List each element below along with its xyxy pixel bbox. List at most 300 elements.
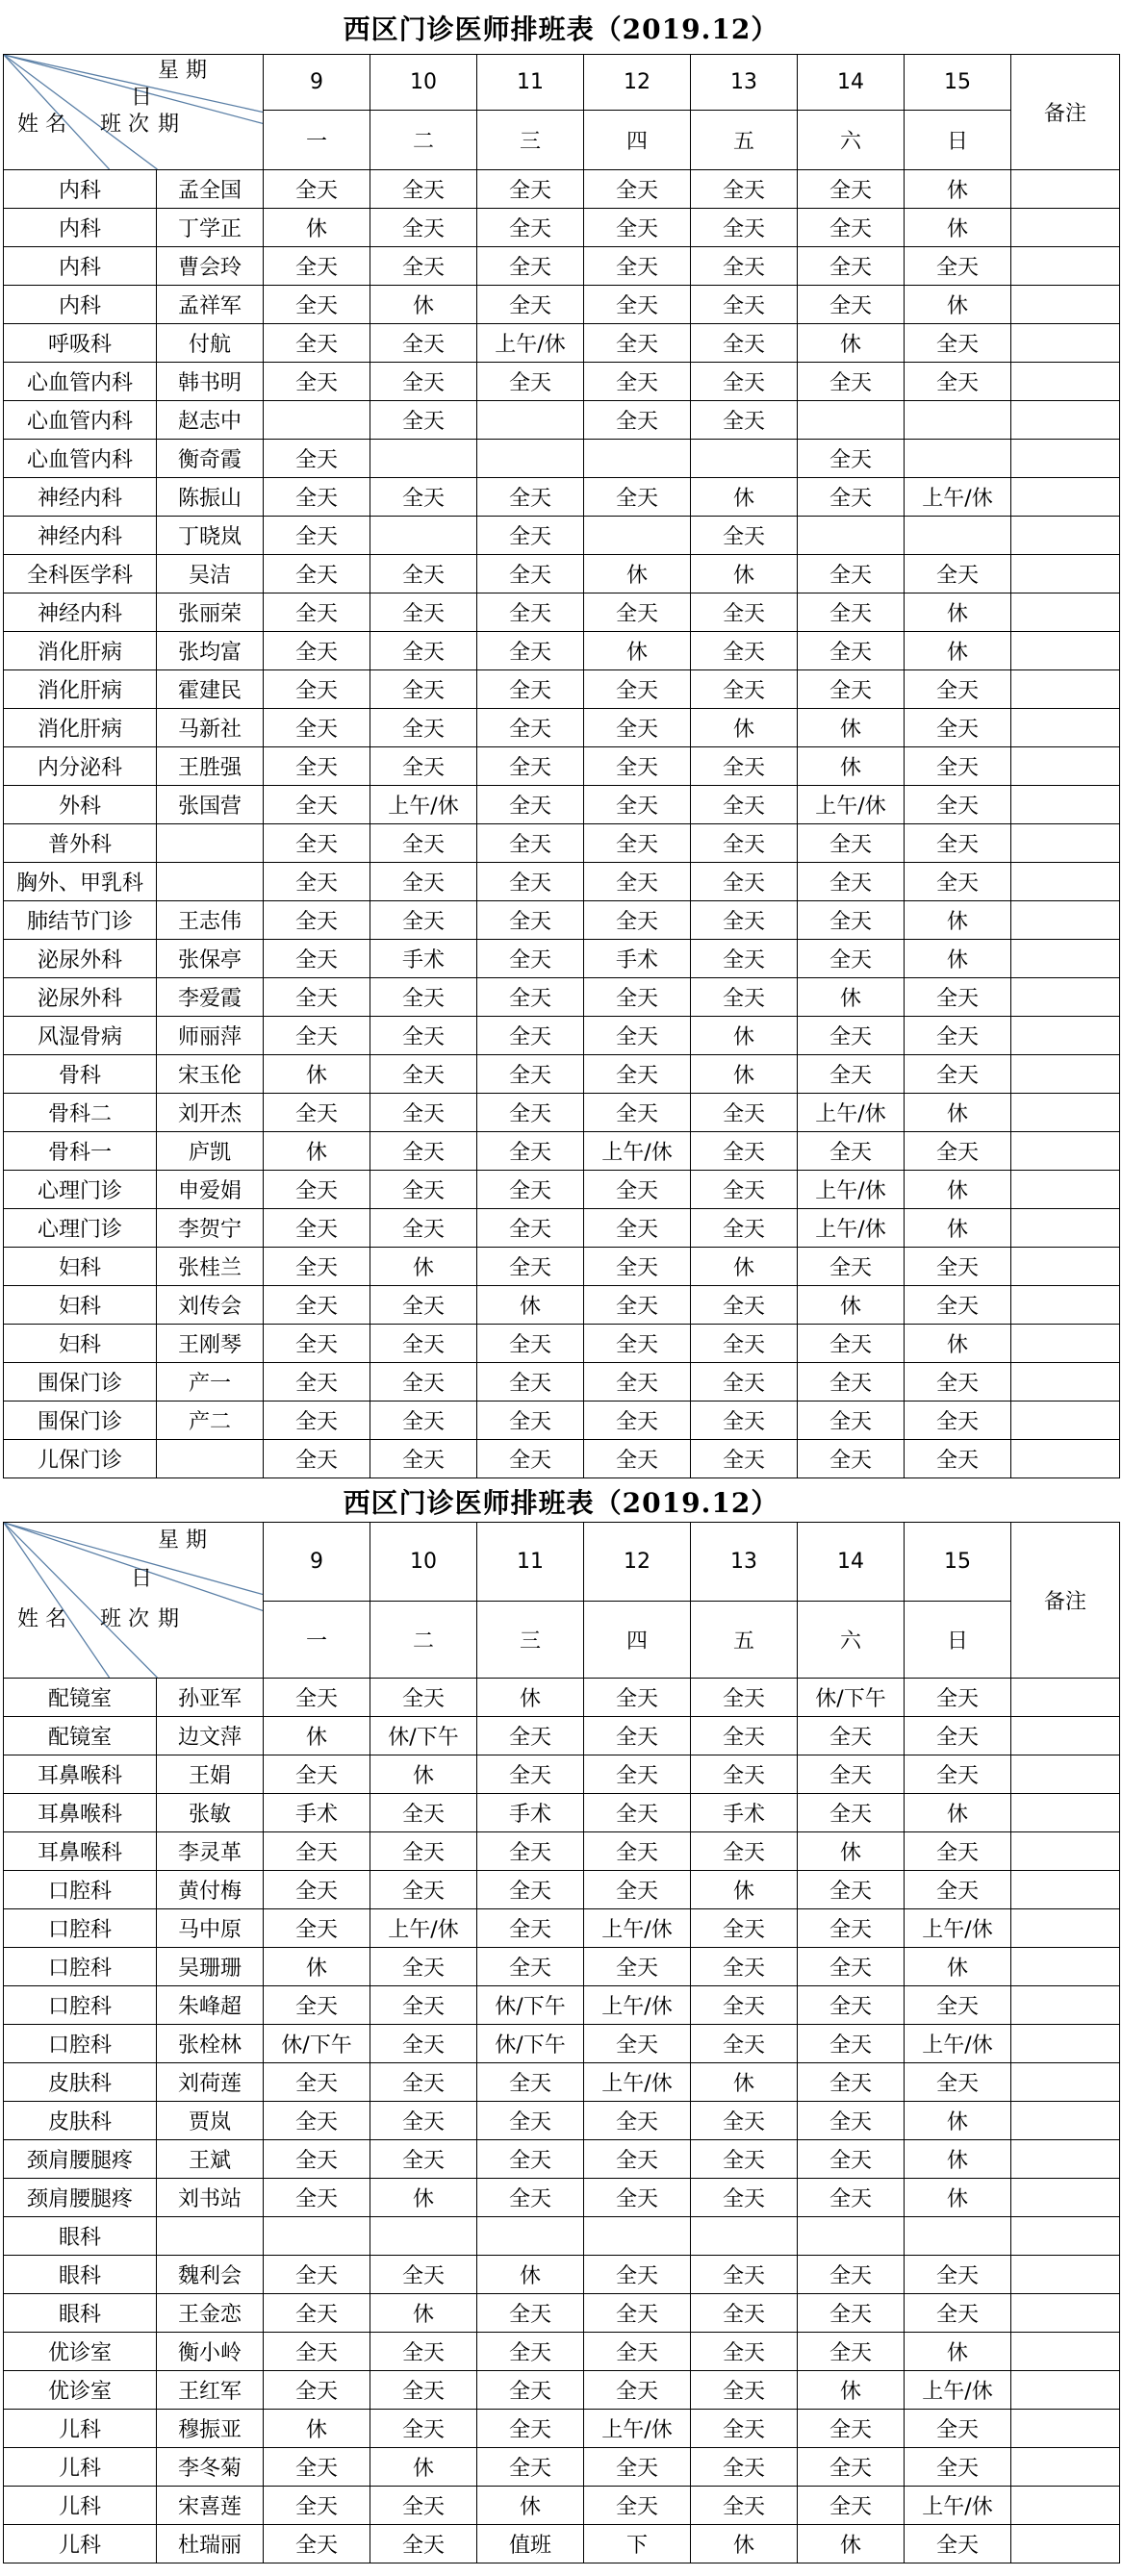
schedule-row: [4, 2256, 1120, 2294]
schedule-row: [4, 170, 1120, 209]
doctor-cell: 贾岚: [157, 2102, 264, 2140]
doctor-cell: 王刚琴: [157, 1325, 264, 1363]
shift-cell: 全天: [370, 247, 477, 286]
shift-cell: [691, 2217, 798, 2256]
shift-cell: 全天: [798, 2025, 905, 2063]
shift-cell: 全天: [691, 363, 798, 401]
shift-cell: 全天: [905, 2410, 1011, 2448]
shift-cell: 全天: [905, 1871, 1011, 1909]
weekday-cell: 六: [798, 1602, 905, 1679]
note-cell: [1011, 1755, 1120, 1794]
doctor-cell: 师丽萍: [157, 1017, 264, 1055]
doctor-cell: 王娟: [157, 1755, 264, 1794]
department-cell: 心血管内科: [4, 401, 157, 440]
shift-cell: [691, 440, 798, 478]
department-cell: 围保门诊: [4, 1363, 157, 1402]
shift-cell: 全天: [584, 670, 691, 709]
doctor-cell: 产二: [157, 1402, 264, 1440]
department-cell: 优诊室: [4, 2371, 157, 2410]
schedule-row: [4, 478, 1120, 517]
shift-cell: 全天: [264, 440, 370, 478]
shift-cell: 全天: [264, 2371, 370, 2410]
shift-cell: 全天: [370, 555, 477, 593]
corner-name-label: 姓 名: [17, 113, 66, 137]
department-cell: 妇科: [4, 1248, 157, 1286]
shift-cell: [798, 517, 905, 555]
shift-cell: 全天: [584, 1717, 691, 1755]
shift-cell: 全天: [584, 863, 691, 901]
weekday-cell: 日: [905, 111, 1011, 170]
note-cell: [1011, 170, 1120, 209]
shift-cell: 休: [691, 478, 798, 517]
weekday-cell: 五: [691, 111, 798, 170]
shift-cell: 休: [370, 2294, 477, 2333]
department-cell: 神经内科: [4, 478, 157, 517]
shift-cell: [584, 440, 691, 478]
shift-cell: 休: [905, 1094, 1011, 1132]
doctor-cell: 边文萍: [157, 1717, 264, 1755]
shift-cell: 全天: [370, 2025, 477, 2063]
sheet-title: 西区门诊医师排班表（2019.12）: [343, 1487, 779, 1519]
weekday-cell: 二: [370, 1602, 477, 1679]
department-cell: 呼吸科: [4, 324, 157, 363]
shift-cell: 手术: [691, 1794, 798, 1832]
shift-cell: 全天: [370, 170, 477, 209]
shift-cell: 全天: [798, 1986, 905, 2025]
doctor-cell: 张保亭: [157, 940, 264, 978]
schedule-row: [4, 2448, 1120, 2487]
schedule-row: [4, 440, 1120, 478]
schedule-row: [4, 1440, 1120, 1478]
shift-cell: 上午/休: [798, 786, 905, 824]
note-cell: [1011, 1325, 1120, 1363]
department-cell: 泌尿外科: [4, 978, 157, 1017]
shift-cell: 休: [264, 1717, 370, 1755]
shift-cell: 休: [370, 1248, 477, 1286]
note-cell: [1011, 1171, 1120, 1209]
shift-cell: 全天: [691, 1132, 798, 1171]
shift-cell: [264, 401, 370, 440]
shift-cell: 全天: [584, 1871, 691, 1909]
department-cell: 胸外、甲乳科: [4, 863, 157, 901]
doctor-cell: 产一: [157, 1363, 264, 1402]
shift-cell: 全天: [264, 247, 370, 286]
department-cell: 神经内科: [4, 593, 157, 632]
shift-cell: 全天: [370, 2140, 477, 2179]
shift-cell: 全天: [370, 1440, 477, 1478]
doctor-cell: 魏利会: [157, 2256, 264, 2294]
weekday-cell: 四: [584, 111, 691, 170]
shift-cell: 全天: [264, 2063, 370, 2102]
doctor-cell: 孙亚军: [157, 1679, 264, 1717]
shift-cell: 全天: [370, 1363, 477, 1402]
department-cell: 普外科: [4, 824, 157, 863]
shift-cell: 休: [584, 632, 691, 670]
shift-cell: 全天: [584, 286, 691, 324]
shift-cell: 全天: [691, 593, 798, 632]
shift-cell: 休: [798, 709, 905, 747]
shift-cell: 全天: [905, 786, 1011, 824]
shift-cell: 全天: [691, 247, 798, 286]
note-cell: [1011, 1948, 1120, 1986]
schedule-row: [4, 363, 1120, 401]
shift-cell: 全天: [477, 824, 584, 863]
shift-cell: 休: [691, 555, 798, 593]
shift-cell: 全天: [584, 2179, 691, 2217]
shift-cell: 全天: [477, 1055, 584, 1094]
date-cell: 11: [477, 55, 584, 111]
department-cell: 耳鼻喉科: [4, 1794, 157, 1832]
note-cell: [1011, 2487, 1120, 2525]
shift-cell: 全天: [264, 2448, 370, 2487]
shift-cell: 休: [370, 286, 477, 324]
weekday-cell: 五: [691, 1602, 798, 1679]
shift-cell: 全天: [691, 2448, 798, 2487]
shift-cell: 全天: [264, 1755, 370, 1794]
shift-cell: 全天: [370, 1986, 477, 2025]
department-cell: 眼科: [4, 2217, 157, 2256]
note-cell: [1011, 440, 1120, 478]
shift-cell: 全天: [584, 824, 691, 863]
doctor-cell: 张均富: [157, 632, 264, 670]
note-cell: [1011, 1094, 1120, 1132]
shift-cell: 全天: [691, 1440, 798, 1478]
shift-cell: 全天: [264, 2256, 370, 2294]
shift-cell: [798, 401, 905, 440]
shift-cell: 全天: [264, 170, 370, 209]
shift-cell: [905, 517, 1011, 555]
shift-cell: 全天: [477, 786, 584, 824]
shift-cell: 全天: [691, 1094, 798, 1132]
shift-cell: 全天: [477, 2410, 584, 2448]
shift-cell: 全天: [905, 1717, 1011, 1755]
shift-cell: 休: [264, 209, 370, 247]
shift-cell: 全天: [370, 363, 477, 401]
shift-cell: 全天: [264, 1248, 370, 1286]
note-cell: [1011, 786, 1120, 824]
shift-cell: [477, 2217, 584, 2256]
doctor-cell: 衡奇霞: [157, 440, 264, 478]
shift-cell: 全天: [370, 1055, 477, 1094]
note-cell: [1011, 1794, 1120, 1832]
note-cell: [1011, 1871, 1120, 1909]
shift-cell: 全天: [477, 363, 584, 401]
note-cell: [1011, 2102, 1120, 2140]
shift-cell: 休/下午: [264, 2025, 370, 2063]
shift-cell: 休: [905, 209, 1011, 247]
shift-cell: 全天: [264, 1363, 370, 1402]
note-cell: [1011, 324, 1120, 363]
shift-cell: [905, 401, 1011, 440]
shift-cell: 全天: [584, 2140, 691, 2179]
shift-cell: 全天: [370, 632, 477, 670]
shift-cell: 全天: [584, 1171, 691, 1209]
note-cell: [1011, 1679, 1120, 1717]
shift-cell: 全天: [691, 2487, 798, 2525]
schedule-row: [4, 2179, 1120, 2217]
date-cell: 14: [798, 1523, 905, 1602]
shift-cell: 全天: [264, 978, 370, 1017]
note-cell: [1011, 632, 1120, 670]
note-cell: [1011, 978, 1120, 1017]
shift-cell: 全天: [584, 786, 691, 824]
doctor-cell: [157, 863, 264, 901]
schedule-row: [4, 670, 1120, 709]
note-cell: [1011, 824, 1120, 863]
doctor-cell: 朱峰超: [157, 1986, 264, 2025]
schedule-row: [4, 1017, 1120, 1055]
doctor-cell: 王红军: [157, 2371, 264, 2410]
shift-cell: 全天: [370, 1286, 477, 1325]
date-cell: 10: [370, 55, 477, 111]
note-cell: [1011, 401, 1120, 440]
department-cell: 眼科: [4, 2256, 157, 2294]
schedule-row: [4, 2525, 1120, 2563]
sheet-title: 西区门诊医师排班表（2019.12）: [343, 13, 779, 45]
shift-cell: 全天: [370, 1871, 477, 1909]
shift-cell: 全天: [264, 670, 370, 709]
note-header: 备注: [1011, 55, 1120, 170]
doctor-cell: 张敏: [157, 1794, 264, 1832]
shift-cell: 全天: [477, 170, 584, 209]
shift-cell: 全天: [691, 170, 798, 209]
shift-cell: [477, 440, 584, 478]
date-cell: 12: [584, 55, 691, 111]
shift-cell: 下: [584, 2525, 691, 2563]
shift-cell: 全天: [584, 709, 691, 747]
department-cell: 全科医学科: [4, 555, 157, 593]
department-cell: 消化肝病: [4, 670, 157, 709]
shift-cell: 手术: [370, 940, 477, 978]
shift-cell: 全天: [264, 1209, 370, 1248]
department-cell: 口腔科: [4, 1986, 157, 2025]
note-cell: [1011, 1248, 1120, 1286]
shift-cell: 全天: [584, 2448, 691, 2487]
doctor-cell: 马新社: [157, 709, 264, 747]
schedule-row: [4, 709, 1120, 747]
shift-cell: 全天: [905, 2525, 1011, 2563]
note-header: 备注: [1011, 1523, 1120, 1679]
schedule-row: [4, 901, 1120, 940]
shift-cell: 全天: [798, 2410, 905, 2448]
weekday-cell: 六: [798, 111, 905, 170]
shift-cell: 全天: [264, 2140, 370, 2179]
department-cell: 内科: [4, 209, 157, 247]
shift-cell: 上午/休: [905, 478, 1011, 517]
shift-cell: 休: [798, 2371, 905, 2410]
department-cell: 泌尿外科: [4, 940, 157, 978]
shift-cell: 上午/休: [477, 324, 584, 363]
shift-cell: 全天: [905, 824, 1011, 863]
doctor-cell: 宋喜莲: [157, 2487, 264, 2525]
shift-cell: 全天: [370, 2102, 477, 2140]
shift-cell: 全天: [584, 363, 691, 401]
shift-cell: 全天: [584, 1948, 691, 1986]
schedule-row: [4, 2217, 1120, 2256]
doctor-cell: 刘书站: [157, 2179, 264, 2217]
schedule-row: [4, 863, 1120, 901]
shift-cell: 全天: [798, 2140, 905, 2179]
shift-cell: 休: [477, 1286, 584, 1325]
shift-cell: 全天: [905, 2256, 1011, 2294]
shift-cell: 全天: [691, 209, 798, 247]
shift-cell: 全天: [370, 1132, 477, 1171]
shift-cell: 全天: [798, 1755, 905, 1794]
department-cell: 神经内科: [4, 517, 157, 555]
schedule-row: [4, 1363, 1120, 1402]
note-cell: [1011, 2179, 1120, 2217]
shift-cell: 全天: [584, 2487, 691, 2525]
shift-cell: 全天: [905, 1832, 1011, 1871]
department-cell: 妇科: [4, 1286, 157, 1325]
shift-cell: 全天: [264, 1986, 370, 2025]
date-cell: 9: [264, 1523, 370, 1602]
weekday-cell: 一: [264, 111, 370, 170]
schedule-row: [4, 555, 1120, 593]
shift-cell: 上午/休: [584, 2063, 691, 2102]
schedule-row: [4, 2487, 1120, 2525]
shift-cell: 全天: [264, 2179, 370, 2217]
doctor-cell: 王志伟: [157, 901, 264, 940]
shift-cell: 全天: [798, 670, 905, 709]
shift-cell: 全天: [370, 747, 477, 786]
weekday-cell: 三: [477, 1602, 584, 1679]
shift-cell: 休: [905, 2333, 1011, 2371]
department-cell: 儿科: [4, 2525, 157, 2563]
department-cell: 心理门诊: [4, 1171, 157, 1209]
shift-cell: 全天: [905, 1286, 1011, 1325]
shift-cell: 全天: [798, 1055, 905, 1094]
note-cell: [1011, 2217, 1120, 2256]
department-cell: 皮肤科: [4, 2063, 157, 2102]
shift-cell: 上午/休: [798, 1094, 905, 1132]
shift-cell: 全天: [584, 1017, 691, 1055]
shift-cell: [264, 2217, 370, 2256]
shift-cell: 全天: [584, 1248, 691, 1286]
department-cell: 骨科二: [4, 1094, 157, 1132]
note-cell: [1011, 478, 1120, 517]
shift-cell: 休: [905, 1794, 1011, 1832]
shift-cell: 休: [905, 286, 1011, 324]
shift-cell: 全天: [264, 747, 370, 786]
shift-cell: 全天: [691, 2256, 798, 2294]
shift-cell: 全天: [584, 2025, 691, 2063]
department-cell: 儿保门诊: [4, 1440, 157, 1478]
schedule-row: [4, 247, 1120, 286]
schedule-row: [4, 1755, 1120, 1794]
shift-cell: 全天: [477, 2448, 584, 2487]
shift-cell: 休: [798, 1286, 905, 1325]
shift-cell: 休: [798, 747, 905, 786]
shift-cell: 全天: [264, 1402, 370, 1440]
shift-cell: 休/下午: [370, 1717, 477, 1755]
note-cell: [1011, 1363, 1120, 1402]
shift-cell: 休: [798, 2525, 905, 2563]
shift-cell: 全天: [691, 1402, 798, 1440]
shift-cell: 全天: [477, 1717, 584, 1755]
shift-cell: 全天: [584, 2333, 691, 2371]
schedule-row: [4, 824, 1120, 863]
shift-cell: 全天: [264, 363, 370, 401]
schedule-row: [4, 1171, 1120, 1209]
shift-cell: 休: [798, 978, 905, 1017]
department-cell: 口腔科: [4, 1871, 157, 1909]
shift-cell: 全天: [584, 978, 691, 1017]
shift-cell: 全天: [905, 247, 1011, 286]
shift-cell: 全天: [477, 2102, 584, 2140]
shift-cell: 全天: [477, 1325, 584, 1363]
shift-cell: 全天: [584, 747, 691, 786]
shift-cell: 全天: [264, 2294, 370, 2333]
corner-header-cell: [4, 55, 264, 170]
shift-cell: 全天: [691, 286, 798, 324]
shift-cell: 全天: [798, 363, 905, 401]
shift-cell: 全天: [264, 478, 370, 517]
department-cell: 耳鼻喉科: [4, 1832, 157, 1871]
department-cell: 儿科: [4, 2410, 157, 2448]
shift-cell: 休: [905, 2102, 1011, 2140]
department-cell: 外科: [4, 786, 157, 824]
shift-cell: 全天: [264, 1871, 370, 1909]
shift-cell: 全天: [905, 1363, 1011, 1402]
doctor-cell: 付航: [157, 324, 264, 363]
shift-cell: 全天: [798, 1248, 905, 1286]
shift-cell: 全天: [370, 1017, 477, 1055]
corner-header-cell: [4, 1523, 264, 1679]
shift-cell: 全天: [477, 517, 584, 555]
doctor-cell: 宋玉伦: [157, 1055, 264, 1094]
shift-cell: 休: [905, 1171, 1011, 1209]
shift-cell: 休/下午: [477, 2025, 584, 2063]
shift-cell: 休/下午: [798, 1679, 905, 1717]
shift-cell: 全天: [477, 1440, 584, 1478]
shift-cell: 全天: [264, 1094, 370, 1132]
doctor-cell: 刘传会: [157, 1286, 264, 1325]
shift-cell: 全天: [264, 324, 370, 363]
department-cell: 配镜室: [4, 1717, 157, 1755]
note-cell: [1011, 1286, 1120, 1325]
schedule-row: [4, 1248, 1120, 1286]
corner-week-label: 星 期: [158, 59, 207, 83]
schedule-row: [4, 2333, 1120, 2371]
note-cell: [1011, 2448, 1120, 2487]
shift-cell: 全天: [691, 517, 798, 555]
shift-cell: 全天: [798, 2448, 905, 2487]
shift-cell: 全天: [370, 324, 477, 363]
shift-cell: 全天: [584, 1055, 691, 1094]
shift-cell: 全天: [691, 1679, 798, 1717]
shift-cell: 全天: [584, 401, 691, 440]
doctor-cell: 陈振山: [157, 478, 264, 517]
department-cell: 妇科: [4, 1325, 157, 1363]
shift-cell: 全天: [798, 2179, 905, 2217]
shift-cell: 全天: [691, 2102, 798, 2140]
shift-cell: 全天: [584, 1402, 691, 1440]
note-cell: [1011, 2256, 1120, 2294]
shift-cell: 全天: [905, 863, 1011, 901]
shift-cell: 休: [264, 1055, 370, 1094]
doctor-cell: 丁晓岚: [157, 517, 264, 555]
doctor-cell: 马中原: [157, 1909, 264, 1948]
shift-cell: 全天: [370, 1679, 477, 1717]
shift-cell: 上午/休: [905, 2487, 1011, 2525]
doctor-cell: [157, 824, 264, 863]
shift-cell: 全天: [905, 1679, 1011, 1717]
shift-cell: 全天: [370, 1325, 477, 1363]
shift-cell: 全天: [798, 247, 905, 286]
shift-cell: 全天: [584, 2294, 691, 2333]
note-cell: [1011, 1717, 1120, 1755]
